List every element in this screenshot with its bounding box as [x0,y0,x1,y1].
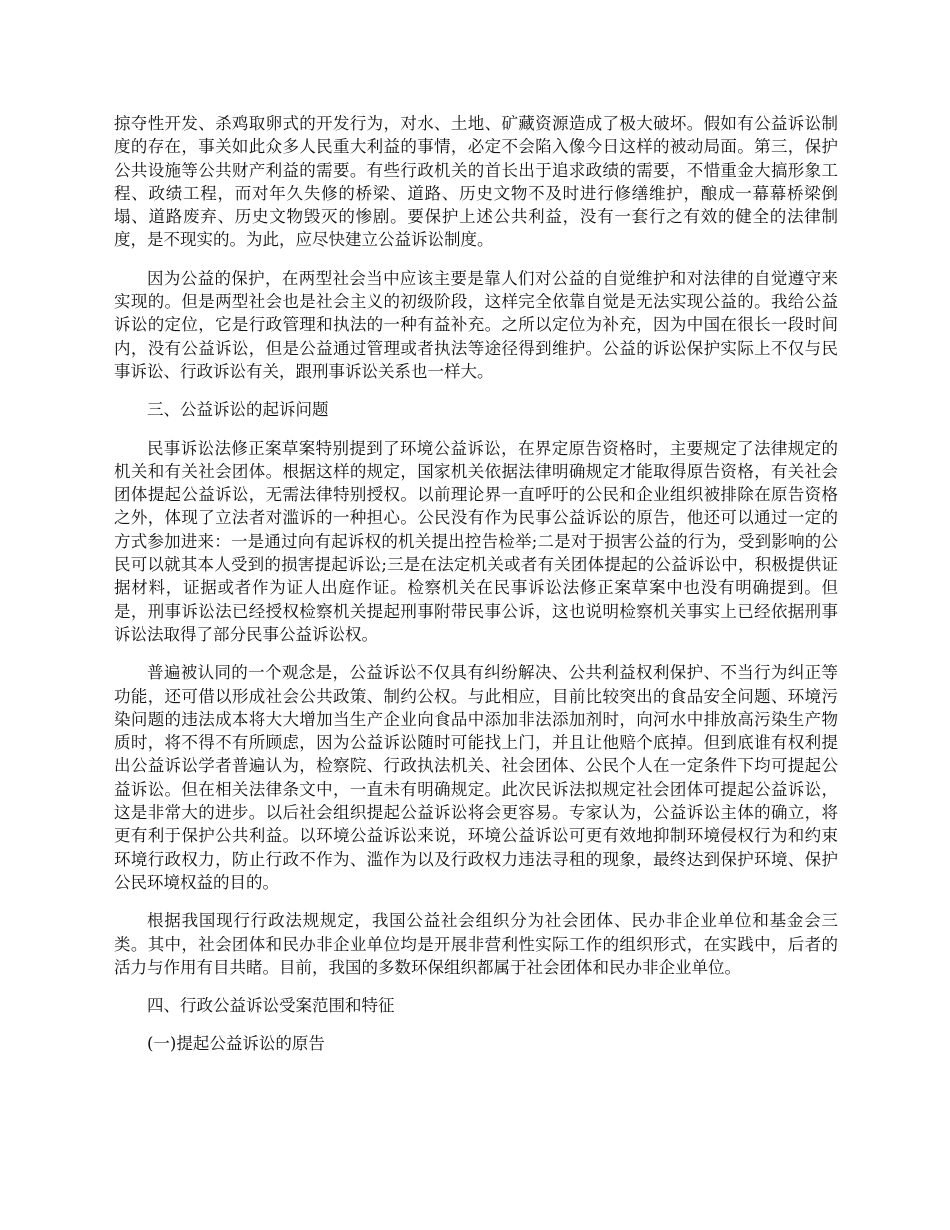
section-heading: 三、公益诉讼的起诉问题 [147,400,329,420]
paragraph: 因为公益的保护，在两型社会当中应该主要是靠人们对公益的自觉维护和对法律的自觉遵守来实现的。但是两型社会也是社会主义的初级阶段，这样完全依靠自觉是无法实现公益的。我给公益诉讼的定位，它是行政管理和执法的一种有益补充。之所以定位为补充，因为中国在很长一段时间内，没有公益诉讼，但是公益通过管理或者执法等途径得到维护。公益的诉讼保护实际上不仅与民事诉讼、行政诉讼有关，跟刑事诉讼关系也一样大。 [114,268,838,381]
paragraph-continuation: 掠夺性开发、杀鸡取卵式的开发行为，对水、土地、矿藏资源造成了极大破坏。假如有公益诉讼制度的存在，事关如此众多人民重大利益的事情，必定不会陷入像今日这样的被动局面。第三，保护公共设施等公共财产利益的需要。有些行政机关的首长出于追求政绩的需要，不惜重金大搞形象工程、政绩工程，而对年久失修的桥梁、道路、历史文物不及时进行修缮维护，酿成一幕幕桥梁倒塌、道路废弃、历史文物毁灭的惨剧。要保护上述公共利益，没有一套行之有效的健全的法律制度，是不现实的。为此，应尽快建立公益诉讼制度。 [114,114,838,250]
subsection-heading: (一)提起公益诉讼的原告 [147,1034,325,1054]
paragraph: 根据我国现行行政法规规定，我国公益社会组织分为社会团体、民办非企业单位和基金会三类。其中，社会团体和民办非企业单位均是开展非营利性实际工作的组织形式，在实践中，后者的活力与作用有目共睹。目前，我国的多数环保组织都属于社会团体和民办非企业单位。 [114,911,838,977]
document-page [114,112,838,1071]
paragraph: 普遍被认同的一个观念是，公益诉讼不仅具有纠纷解决、公共利益权利保护、不当行为纠正等功能，还可借以形成社会公共政策、制约公权。与此相应，目前比较突出的食品安全问题、环境污染问题的违法成本将大大增加当生产企业向食品中添加非法添加剂时，向河水中排放高污染生产物质时，将不得不有所顾虑，因为公益诉讼随时可能找上门，并且让他赔个底掉。但到底谁有权利提出公益诉讼学者普遍认为，检察院、行政执法机关、社会团体、公民个人在一定条件下均可提起公益诉讼。但在相关法律条文中，一直未有明确规定。此次民诉法拟规定社会团体可提起公益诉讼，这是非常大的进步。以后社会组织提起公益诉讼将会更容易。专家认为，公益诉讼主体的确立，将更有利于保护公共利益。以环境公益诉讼来说，环境公益诉讼可更有效地抑制环境侵权行为和约束环境行政权力，防止行政不作为、滥作为以及行政权力违法寻租的现象，最终达到保护环境、保护公民环境权益的目的。 [114,663,838,892]
paragraph: 民事诉讼法修正案草案特别提到了环境公益诉讼，在界定原告资格时，主要规定了法律规定的机关和有关社会团体。根据这样的规定，国家机关依据法律明确规定才能取得原告资格，有关社会团体提起公益诉讼，无需法律特别授权。以前理论界一直呼吁的公民和企业组织被排除在原告资格之外，体现了立法者对滥诉的一种担心。公民没有作为民事公益诉讼的原告，他还可以通过一定的方式参加进来：一是通过向有起诉权的机关提出控告检举;二是对于损害公益的行为，受到影响的公民可以就其本人受到的损害提起诉讼;三是在法定机关或者有关团体提起的公益诉讼中，积极提供证据材料，证据或者作为证人出庭作证。检察机关在民事诉讼法修正案草案中也没有明确提到。但是，刑事诉讼法已经授权检察机关提起刑事附带民事公诉，这也说明检察机关事实上已经依据刑事诉讼法取得了部分民事公益诉讼权。 [114,438,838,644]
section-heading: 四、行政公益诉讼受案范围和特征 [147,996,395,1016]
